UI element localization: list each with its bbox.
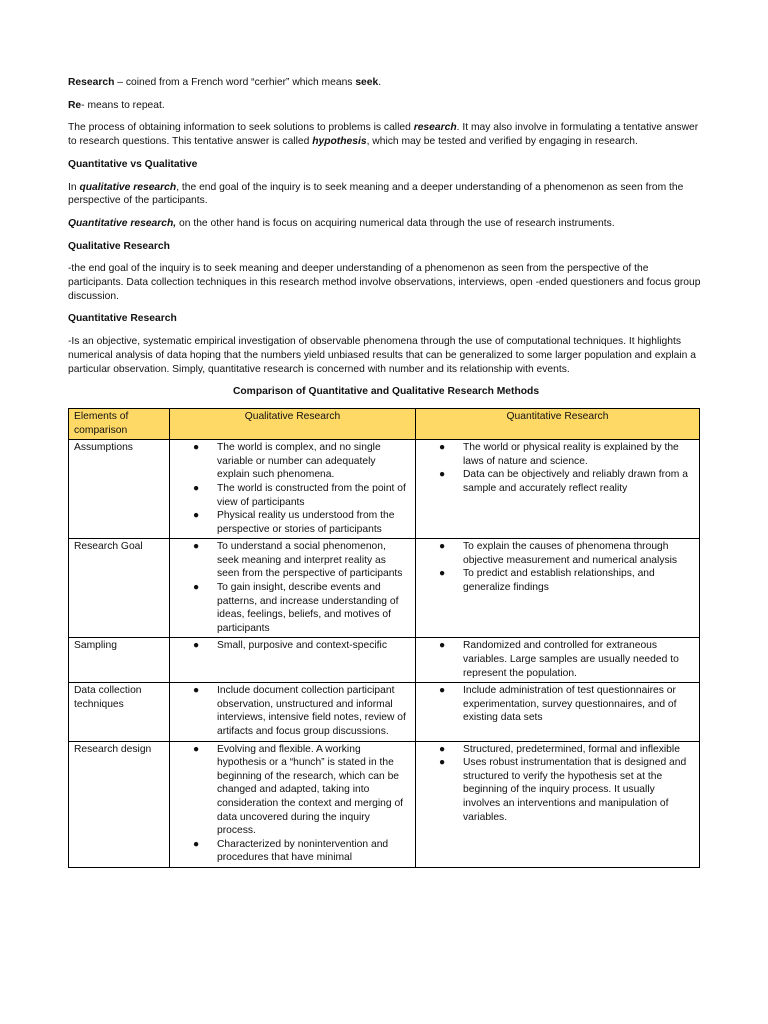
quantitative-cell (416, 440, 700, 539)
element-cell: Research Goal (69, 539, 170, 638)
bullet-icon: ● (193, 640, 200, 652)
term-quantitative-research: Quantitative research, (68, 217, 177, 229)
intro-paragraph-2: Re- means to repeat. (68, 99, 165, 111)
list-item: ● To predict and establish relationships, and generalize findings (439, 568, 655, 594)
table-header-row (69, 408, 700, 439)
element-cell: Sampling (69, 638, 170, 683)
qvq-paragraph-1: In qualitative research, the end goal of the inquiry is to seek meaning and a deeper understanding of a phenomenon as seen from the perspective of the participants. (68, 181, 684, 207)
bullet-icon: ● (193, 838, 200, 850)
quantitative-cell (416, 741, 700, 867)
list-item: ● The world or physical reality is explained by the laws of nature and science. (439, 442, 679, 467)
table-row (69, 638, 700, 683)
bullet-icon: ● (439, 568, 446, 580)
list-item: ● Data can be objectively and reliably drawn from a sample and accurately reflect reality (439, 469, 688, 494)
document-page (68, 76, 704, 868)
term-seek: seek (355, 77, 379, 88)
list-item: ● The world is complex, and no single variable or number can adequately explain such phenomena. (193, 442, 381, 481)
qualitative-research-paragraph: -the end goal of the inquiry is to seek meaning and deeper understanding of a phenomenon as seen from the perspective of the participants. Data collection techniques in this research method involve observations, interviews, open -ended questioners and focus group discussion. (68, 263, 701, 302)
element-cell: Assumptions (69, 440, 170, 539)
term-hypothesis: hypothesis (312, 136, 367, 148)
bullet-icon: ● (439, 640, 446, 652)
table-row (69, 539, 700, 638)
list-item: ● Include document collection participant observation, unstructured and informal interviews, intensive field notes, review of artifacts and focus group discussions. (193, 685, 406, 738)
list-item: ● Structured, predetermined, formal and inflexible (439, 743, 680, 755)
list-item: ● Include administration of test questionnaires or experimentation, survey questionnaires, and of existing data sets (439, 685, 677, 724)
bullet-icon: ● (193, 582, 200, 594)
heading-qualitative-research: Qualitative Research (68, 240, 170, 252)
list-item: ● Evolving and flexible. A working hypothesis or a “hunch” is stated in the beginning of the research, which can be changed and adapted, taking into consideration the context and merging of data uncovered during the inquiry process. (193, 743, 404, 837)
bullet-icon: ● (193, 541, 200, 553)
element-cell: Data collection techniques (69, 683, 170, 741)
term-re: Re (68, 99, 82, 111)
bullet-icon: ● (439, 685, 446, 697)
table-row (69, 440, 700, 539)
qualitative-cell (170, 440, 416, 539)
list-item: ● Physical reality us understood from the perspective or stories of participants (193, 510, 395, 535)
bullet-icon: ● (439, 541, 446, 553)
header-quantitative-research: Quantitative Research (416, 408, 700, 439)
table-row (69, 741, 700, 867)
list-item: ● To explain the causes of phenomena through objective measurement and numerical analysis (439, 541, 678, 566)
list-item: ● Small, purposive and context-specific (193, 640, 387, 652)
list-item: ● Randomized and controlled for extraneous variables. Large samples are usually needed to represent the population. (439, 640, 679, 679)
list-item: ● To gain insight, describe events and patterns, and increase understanding of ideas, feelings, beliefs, and motives of participants (193, 582, 399, 634)
header-elements-of-comparison: Elements of comparison (69, 408, 170, 439)
bullet-icon: ● (439, 469, 446, 481)
bullet-icon: ● (193, 482, 200, 494)
qualitative-cell (170, 741, 416, 867)
element-cell: Research design (69, 741, 170, 867)
bullet-icon: ● (193, 510, 200, 522)
intro-paragraph-1: Research – coined from a French word “cerhier” which means seek. (68, 77, 382, 88)
qualitative-cell (170, 683, 416, 741)
qualitative-cell (170, 638, 416, 683)
heading-quantitative-vs-qualitative: Quantitative vs Qualitative (68, 158, 198, 170)
quantitative-research-paragraph: -Is an objective, systematic empirical investigation of observable phenomena through the use of computational techniques. It highlights numerical analysis of data hoping that the numbers yield unbiased results that can be generalized to some larger population and explain a particular observation. Simply, quantitative research is concerned with number and its relationship with events. (68, 336, 696, 375)
bullet-icon: ● (439, 442, 446, 454)
qvq-paragraph-2: Quantitative research, on the other hand is focus on acquiring numerical data through the use of research instruments. (68, 217, 615, 229)
table-row (69, 683, 700, 741)
list-item: ● To understand a social phenomenon, seek meaning and interpret reality as seen from the perspective of participants (193, 541, 403, 580)
list-item: ● Uses robust instrumentation that is designed and structured to verify the hypothesis set at the beginning of the inquiry process. It usually involves an interventions and manipulation of variables. (439, 757, 687, 823)
bullet-icon: ● (439, 743, 446, 755)
quantitative-cell (416, 638, 700, 683)
table-caption: Comparison of Quantitative and Qualitative Research Methods (232, 386, 540, 398)
heading-quantitative-research: Quantitative Research (68, 313, 177, 325)
qualitative-cell (170, 539, 416, 638)
bullet-icon: ● (193, 743, 200, 755)
term-qualitative-research: qualitative research (79, 181, 177, 193)
intro-paragraph-3: The process of obtaining information to seek solutions to problems is called research. It may also involve in formulating a tentative answer to research questions. This tentative answer is called hypothesis, which may be tested and verified by engaging in research. (68, 122, 699, 148)
list-item: ● The world is constructed from the point of view of participants (193, 482, 406, 508)
comparison-table (68, 408, 700, 868)
term-research: Research (68, 77, 115, 88)
bullet-icon: ● (193, 685, 200, 697)
list-item: ● Characterized by nonintervention and procedures that have minimal (193, 838, 389, 864)
term-research-italic: research (413, 122, 457, 134)
quantitative-cell (416, 539, 700, 638)
bullet-icon: ● (439, 757, 446, 769)
header-qualitative-research: Qualitative Research (170, 408, 416, 439)
quantitative-cell (416, 683, 700, 741)
bullet-icon: ● (193, 442, 200, 454)
